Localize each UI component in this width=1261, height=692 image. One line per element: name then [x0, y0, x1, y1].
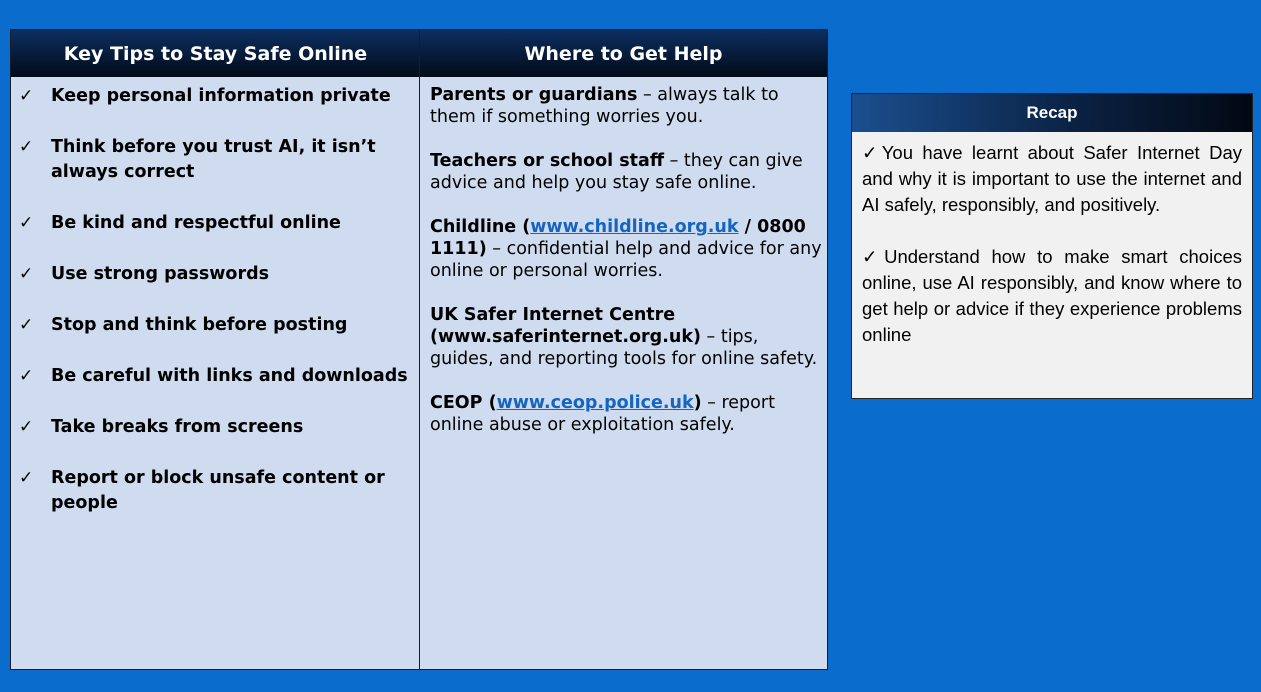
help-title-pre: Childline ( — [430, 217, 531, 237]
help-item-parents — [430, 84, 822, 128]
recap-box — [851, 93, 1253, 399]
help-title: UK Safer Internet Centre (www.saferinternet.org.uk) — [430, 305, 701, 347]
help-title-pre: CEOP ( — [430, 393, 497, 413]
tip-text: Be kind and respectful online — [51, 213, 341, 233]
check-icon: ✓ — [19, 366, 34, 386]
childline-link[interactable]: www.childline.org.uk — [530, 217, 739, 237]
tip-item — [19, 415, 411, 440]
check-icon: ✓ — [19, 264, 34, 284]
recap-body — [852, 132, 1252, 348]
tip-text: Think before you trust AI, it isn’t always correct — [51, 137, 376, 182]
recap-point: ✓Understand how to make smart choices online, use AI responsibly, and know where to get help or advice if they experience problems online — [862, 246, 1242, 345]
tip-item — [19, 262, 411, 287]
help-item-teachers — [430, 150, 822, 194]
tip-item — [19, 135, 411, 185]
help-title: Parents or guardians — [430, 85, 638, 105]
help-text: – they can give advice and help you stay safe online. — [430, 151, 803, 193]
help-title-post: ) — [693, 393, 702, 413]
check-icon: ✓ — [19, 137, 34, 157]
check-icon: ✓ — [19, 213, 34, 233]
header-key-tips: Key Tips to Stay Safe Online — [63, 42, 368, 65]
header-where-to-get-help: Where to Get Help — [524, 42, 723, 65]
tips-list — [19, 84, 411, 542]
ceop-link[interactable]: www.ceop.police.uk — [496, 393, 694, 413]
check-icon: ✓ — [19, 417, 34, 437]
help-title-post: / 0800 1111) — [430, 217, 806, 259]
recap-title: Recap — [852, 94, 1252, 132]
help-title: Teachers or school staff — [430, 151, 665, 171]
tips-help-table — [10, 29, 828, 670]
tip-text: Be careful with links and downloads — [51, 366, 408, 386]
help-text: – report online abuse or exploitation safely. — [430, 393, 775, 435]
column-divider — [419, 30, 420, 669]
tip-text: Use strong passwords — [51, 264, 270, 284]
tip-item — [19, 364, 411, 389]
tip-text: Report or block unsafe content or people — [51, 468, 385, 513]
tip-text: Keep personal information private — [51, 86, 391, 106]
check-icon: ✓ — [19, 468, 34, 488]
help-text: – tips, guides, and reporting tools for online safety. — [430, 327, 818, 369]
tip-text: Take breaks from screens — [51, 417, 304, 437]
tip-item — [19, 211, 411, 236]
help-text: – confidential help and advice for any online or personal worries. — [430, 239, 822, 281]
recap-point: ✓You have learnt about Safer Internet Day and why it is important to use the internet and AI safely, responsibly, and positively. — [862, 142, 1242, 215]
help-item-ceop — [430, 392, 822, 436]
help-list — [430, 84, 822, 458]
help-item-childline — [430, 216, 822, 282]
check-icon: ✓ — [19, 86, 34, 106]
tip-item — [19, 313, 411, 338]
check-icon: ✓ — [19, 315, 34, 335]
tip-item — [19, 84, 411, 109]
tip-item — [19, 466, 411, 516]
help-text: – always talk to them if something worries you. — [430, 85, 779, 127]
help-item-uk-safer-internet-centre — [430, 304, 822, 370]
tip-text: Stop and think before posting — [51, 315, 348, 335]
